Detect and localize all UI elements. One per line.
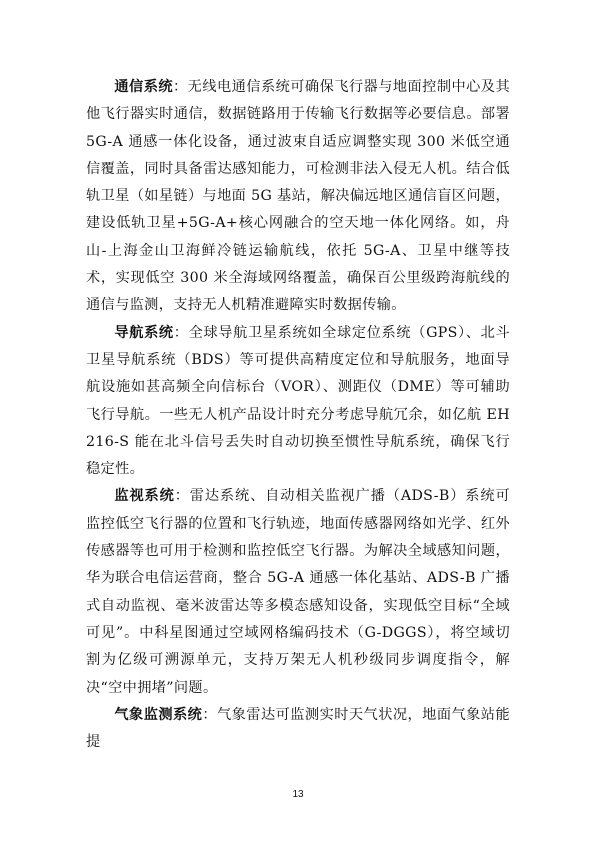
- paragraph-text: ：全球导航卫星系统如全球定位系统（GPS）、北斗卫星导航系统（BDS）等可提供高精度定位和导航服务，地面导航设施如甚高频全向信标台（VOR）、测距仪（DME）等可辅助飞行导航。一些无人机产品设计时充分考虑导航冗余，如亿航 EH216-S 能在北斗信号丢失时自动切换至惯性导航系统，确保飞行稳定性。: [86, 324, 510, 478]
- paragraph-navigation-system: [86, 320, 510, 484]
- term-surveillance-system: 监视系统: [114, 488, 175, 505]
- paragraph-weather-monitoring-system: [86, 702, 510, 757]
- term-weather-monitoring-system: 气象监测系统: [114, 706, 203, 723]
- paragraph-text: ：雷达系统、自动相关监视广播（ADS-B）系统可监控低空飞行器的位置和飞行轨迹，地面传感器网络如光学、红外传感器等也可用于检测和监控低空飞行器。为解决全域感知问题，华为联合电信运营商，整合 5G-A 通感一体化基站、ADS-B 广播式自动监视、毫米波雷达等多模态感知设备，实现低空目标“全域可见”。中科星图通过空域网格编码技术（G-DGGS），将空域切割为亿级可溯源单元，支持万架无人机秒级同步调度指令，解决“空中拥堵”问题。: [86, 488, 510, 696]
- page-content: [86, 74, 510, 756]
- paragraph-text: ：无线电通信系统可确保飞行器与地面控制中心及其他飞行器实时通信，数据链路用于传输飞行数据等必要信息。部署 5G-A 通感一体化设备，通过波束自适应调整实现 300 米低空通信覆盖，同时具备雷达感知能力，可检测非法入侵无人机。结合低轨卫星（如星链）与地面 5G 基站，解决偏远地区通信盲区问题，建设低轨卫星+5G-A+核心网融合的空天地一体化网络。如，舟山-上海金山卫海鲜冷链运输航线，依托 5G-A、卫星中继等技术，实现低空 300 米全海域网络覆盖，确保百公里级跨海航线的通信与监测，支持无人机精准避障实时数据传输。: [86, 79, 510, 314]
- term-navigation-system: 导航系统: [114, 324, 174, 341]
- paragraph-surveillance-system: [86, 483, 510, 701]
- paragraph-text: ：气象雷达可监测实时天气状况，地面气象站能提: [86, 706, 510, 751]
- term-communication-system: 通信系统: [114, 79, 174, 95]
- page-number: 13: [292, 789, 304, 800]
- paragraph-communication-system: [86, 74, 510, 320]
